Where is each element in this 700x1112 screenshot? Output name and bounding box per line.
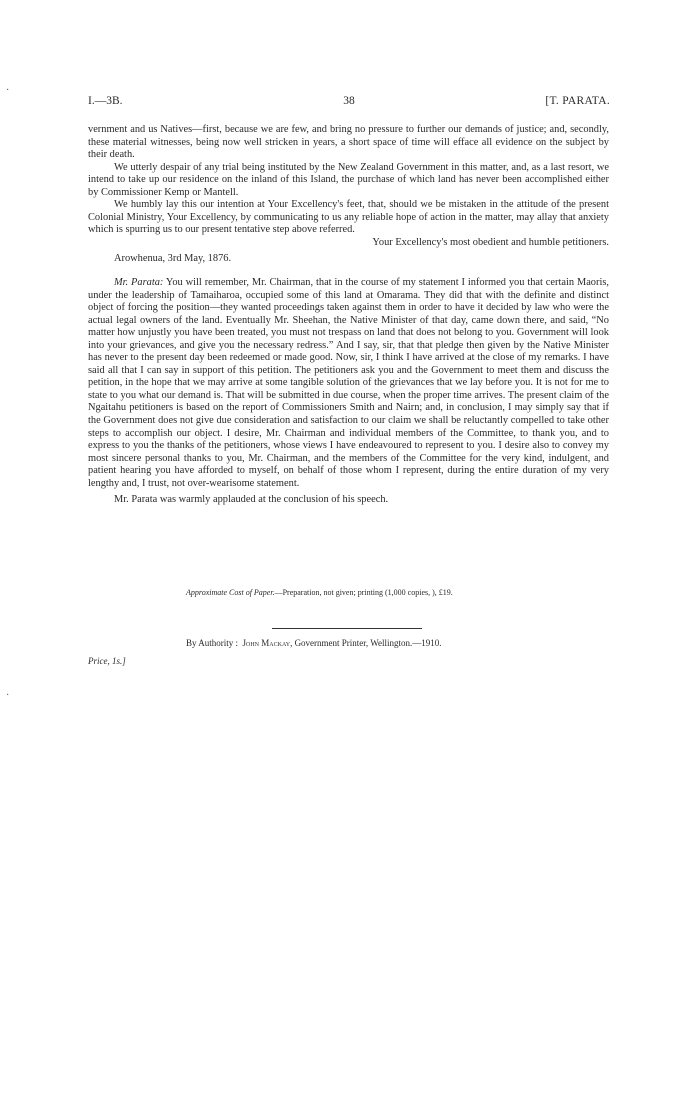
- signoff: Your Excellency's most obedient and humble petitioners.: [372, 236, 609, 248]
- speech-paragraph: [88, 277, 609, 490]
- paragraph-continued: vernment and us Natives—first, because we are few, and bring no pressure to further our demands of justice; and, secondly, these material witnesses, being now well stricken in years, a short space of time will efface all evidence on the subject by their death.: [88, 124, 609, 161]
- price-note: Price, 1s.]: [88, 656, 126, 666]
- cost-text: —Preparation, not given; printing (1,000 copies, ), £19.: [274, 588, 453, 597]
- paragraph: We utterly despair of any trial being instituted by the New Zealand Government in this matter, and, as a last resort, we intend to take up our residence on the inland of this Island, the purchase of which land has never been accomplished either by Commissioner Kemp or Mantell.: [88, 161, 609, 198]
- speaker-name: Mr. Parata:: [114, 277, 164, 289]
- speech-text: You will remember, Mr. Chairman, that in the course of my statement I informed you that certain Maoris, under the leadership of Tamaiharoa, occupied some of this land at Omarama. They did that with the definite and distinct object of forcing the position—they wanted proceedings taken against them in order to have it decided by law who were the actual legal owners of the land. Eventually Mr. Sheehan, the Native Minister of that day, came down there, and said, “No matter how unjustly you have been treated, you must not trespass on land that does not belong to you. Government will look into your grievances, and give you the necessary redress.” And I say, sir, that that pledge then given by the Native Minister has never to the present day been redeemed or made good. Now, sir, I think I have arrived at the close of my remarks. I have said all that I can say in support of this petition. The petitioners ask you and the Government to meet them and discuss the petition, in the hope that we may arrive at some tangible solution of the grievances that we lay before you. It is not for me to state to you what our demand is. That will be submitted in due course, when the proper time arrives. The present claim of the Ngaitahu petitioners is based on the report of Commissioners Smith and Nairn; and, in conclusion, I may simply say that if the Government does not give due consideration and satisfaction to our claim we shall be reluctantly compelled to take other steps to accomplish our object. I desire, Mr. Chairman and individual members of the Committee, to thank you, and to express to you the thanks of the petitioners, whose views I have endeavoured to represent to you. I desire also to convey my most sincere personal thanks to you, Mr. Chairman, and the members of the Committee for the very kind, indulgent, and patient hearing you have afforded to myself, on behalf of those whom I represent, during the entire duration of my very lengthy and, I trust, not over-wearisome statement.: [88, 277, 609, 489]
- authority-prefix: By Authority :: [186, 638, 239, 648]
- margin-mark: ·: [6, 690, 10, 701]
- date-line: Arowhenua, 3rd May, 1876.: [114, 253, 232, 265]
- divider: [272, 628, 422, 629]
- printer-name: John Mackay: [242, 638, 291, 648]
- page-number: 38: [343, 95, 355, 107]
- body-text: [88, 124, 609, 507]
- page-header: [88, 95, 610, 111]
- authority-line: [186, 638, 442, 648]
- authority-suffix: , Government Printer, Wellington.—1910.: [290, 638, 442, 648]
- cost-label: Approximate Cost of Paper.: [186, 588, 275, 597]
- cost-note: [186, 588, 453, 597]
- paragraph: We humbly lay this our intention at Your Excellency's feet, that, should we be mistaken in the attitude of the present Colonial Ministry, Your Excellency, by communicating to us any reliable hope of action in the matter, may allay that anxiety which is spurring us to our present tentative step above referred.: [88, 199, 609, 236]
- closing-paragraph: Mr. Parata was warmly applauded at the conclusion of his speech.: [114, 494, 389, 506]
- running-head: [T. PARATA.: [545, 95, 610, 107]
- margin-mark: ·: [6, 85, 10, 96]
- parliamentary-paper-ref: I.—3B.: [88, 95, 123, 107]
